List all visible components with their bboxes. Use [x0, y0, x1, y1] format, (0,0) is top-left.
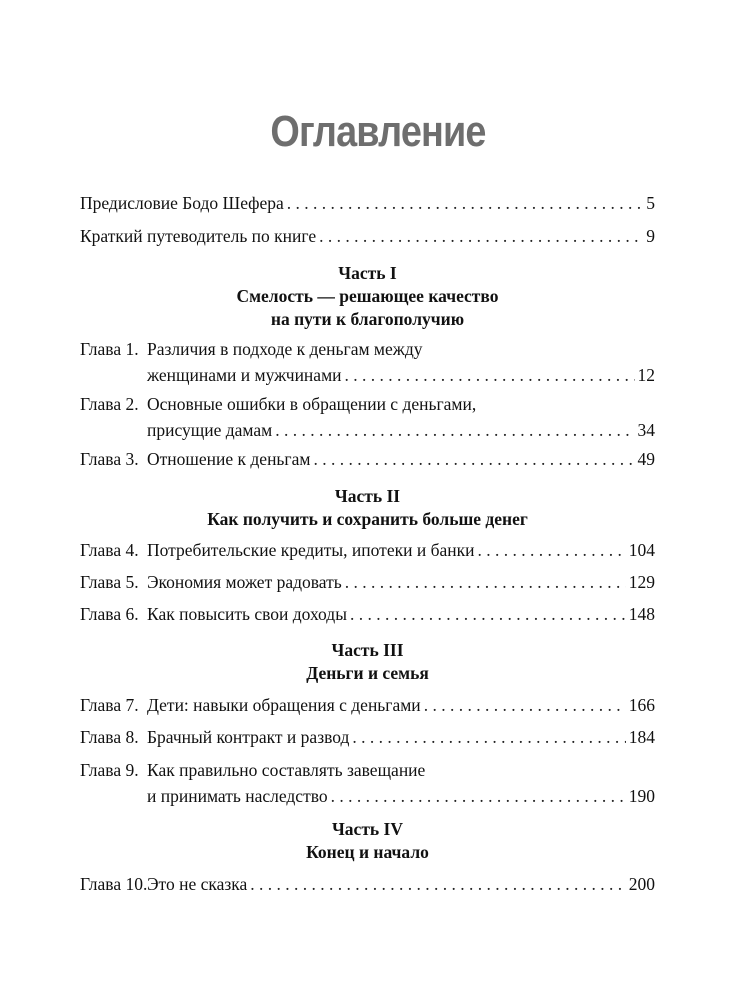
dot-leader: [345, 569, 626, 595]
entry-title: Различия в подходе к деньгам между: [147, 339, 423, 359]
part-label: Часть I: [338, 263, 397, 283]
page-number: 166: [628, 695, 655, 715]
page-number: 129: [628, 572, 655, 592]
dot-leader: [287, 190, 643, 216]
dot-leader: [352, 724, 625, 750]
entry-title: Это не сказка: [147, 874, 248, 894]
page-number: 49: [637, 449, 655, 469]
dot-leader: [319, 223, 643, 249]
entry-title: Предисловие Бодо Шефера: [80, 193, 284, 213]
toc-entry-chapter-1[interactable]: [80, 336, 655, 388]
entry-title: Дети: навыки обращения с деньгами: [147, 695, 421, 715]
chapter-label: Глава 6.: [80, 604, 139, 624]
entry-title: Основные ошибки в обращении с деньгами,: [147, 394, 477, 414]
page-number: 200: [628, 874, 655, 894]
part-heading-3: [80, 639, 655, 685]
entry-title: Как правильно составлять завещание: [147, 760, 426, 780]
page-title: Оглавление: [270, 107, 486, 156]
page-number: 9: [646, 226, 655, 246]
dot-leader: [424, 692, 626, 718]
entry-title: Отношение к деньгам: [147, 449, 311, 469]
chapter-label: Глава 9.: [80, 760, 139, 780]
toc-entry-preface[interactable]: [80, 190, 655, 216]
dot-leader: [350, 601, 626, 627]
toc-entry-chapter-2[interactable]: [80, 391, 655, 443]
chapter-label: Глава 2.: [80, 394, 139, 414]
page-number: 104: [628, 540, 655, 560]
page-number: 12: [637, 365, 655, 385]
dot-leader: [477, 537, 625, 563]
part-title-line: Конец и начало: [306, 842, 429, 862]
dot-leader: [331, 783, 626, 809]
entry-title: женщинами и мужчинами: [147, 365, 342, 385]
part-title-line: Деньги и семья: [306, 663, 429, 683]
entry-title: Потребительские кредиты, ипотеки и банки: [147, 540, 475, 560]
page-number: 5: [646, 193, 655, 213]
toc-entry-guide[interactable]: [80, 223, 655, 249]
toc-entry-chapter-6[interactable]: [80, 601, 655, 627]
page-number: 148: [628, 604, 655, 624]
dot-leader: [250, 871, 625, 897]
chapter-label: Глава 1.: [80, 339, 139, 359]
page-number: 190: [628, 786, 655, 806]
dot-leader: [313, 446, 634, 472]
entry-title: Как повысить свои доходы: [147, 604, 347, 624]
part-label: Часть III: [331, 640, 404, 660]
part-heading-2: [80, 485, 655, 531]
page-number: 34: [637, 420, 655, 440]
entry-title: Брачный контракт и развод: [147, 727, 350, 747]
chapter-label: Глава 10.: [80, 874, 148, 894]
entry-title: Экономия может радовать: [147, 572, 342, 592]
toc-entry-chapter-5[interactable]: [80, 569, 655, 595]
chapter-label: Глава 4.: [80, 540, 139, 560]
chapter-label: Глава 5.: [80, 572, 139, 592]
toc-entry-chapter-3[interactable]: [80, 446, 655, 472]
entry-title: присущие дамам: [147, 420, 273, 440]
entry-title: Краткий путеводитель по книге: [80, 226, 317, 246]
chapter-label: Глава 3.: [80, 449, 139, 469]
page-number: 184: [628, 727, 655, 747]
toc-entry-chapter-10[interactable]: [80, 871, 655, 897]
entry-title: и принимать наследство: [147, 786, 328, 806]
part-title-line: Как получить и сохранить больше денег: [207, 509, 528, 529]
part-label: Часть II: [334, 486, 401, 506]
toc-entry-chapter-8[interactable]: [80, 724, 655, 750]
dot-leader: [345, 362, 635, 388]
part-heading-4: [80, 818, 655, 864]
part-heading-1: [80, 262, 655, 331]
chapter-label: Глава 7.: [80, 695, 139, 715]
toc-entry-chapter-7[interactable]: [80, 692, 655, 718]
part-title-line: на пути к благополучию: [270, 309, 465, 329]
part-label: Часть IV: [331, 819, 404, 839]
chapter-label: Глава 8.: [80, 727, 139, 747]
part-title-line: Смелость — решающее качество: [236, 286, 499, 306]
toc-entry-chapter-4[interactable]: [80, 537, 655, 563]
dot-leader: [275, 417, 634, 443]
toc-entry-chapter-9[interactable]: [80, 757, 655, 809]
